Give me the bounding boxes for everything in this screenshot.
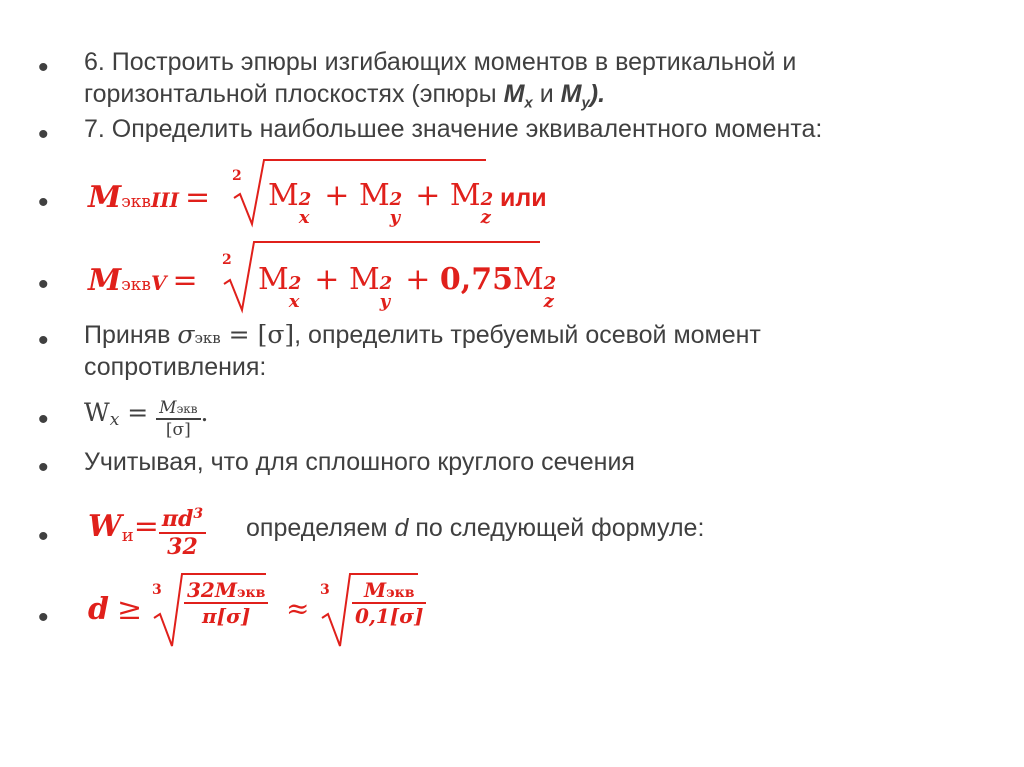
ekv-subscript: экв [386,585,415,601]
m-symbol: M [88,180,122,215]
bullet: • [38,118,49,151]
plus-sign: + [405,178,450,213]
fraction-m-over-01-sigma [352,578,426,628]
root-index: 2 [222,252,232,268]
d-symbol: d [88,592,109,627]
sup-3: 3 [193,506,204,522]
sigma-symbol: σ [177,320,195,349]
formula-m-ekv-iii-radicand [268,178,497,228]
bullet: • [38,51,49,84]
item-7-text: 7. Определить наибольшее значение эквивалентного момента: [84,115,823,143]
formula-m-ekv-iii-lhs [88,180,210,215]
formula-wx [84,398,209,440]
root-index: 3 [320,582,330,598]
numerator [159,506,206,534]
ekv-subscript: экв [176,402,198,416]
formula-d-lhs [88,592,142,627]
fraction-32m-over-pi-sigma [184,578,268,628]
determine-word: определяем [246,514,395,542]
d-symbol: d [394,514,409,542]
sub-x: x [298,207,310,228]
w-symbol: W [84,398,110,427]
term-mz: M [449,178,481,213]
bullet: • [38,451,49,484]
numerator [156,398,200,420]
ekv-subscript: экв [194,329,221,347]
bullet: • [38,601,49,634]
x-subscript: x [109,410,120,430]
formula-m-ekv-v-radicand [258,262,560,312]
item-uchityvaya-text: Учитывая, что для сплошного круглого сечения [84,448,635,476]
denominator: 0,1[σ] [355,604,424,628]
period: . [200,398,209,427]
sup-2: 2 [389,189,403,210]
m-symbol: M [560,80,582,108]
sub-y: y [389,207,401,228]
item-6-line-1: 6. Построить эпюры изгибающих моментов в вертикальной и [84,48,797,76]
ekv-subscript: экв [121,275,151,295]
root-index: 3 [152,582,162,598]
item-6-line-2-text: горизонтальной плоскостях (эпюры [84,80,504,108]
denominator: [σ] [165,420,191,440]
term-mx: M [258,262,289,297]
by-formula-text: по следующей формуле: [408,514,705,542]
fraction [184,578,268,628]
term-my: M [358,178,390,213]
iii-index: III [150,188,180,212]
equals-sigma: = [σ] [220,320,295,349]
equals-sign: = [172,263,198,298]
coefficient: 0,75 [439,262,513,297]
numerator [184,578,268,604]
m-symbol: M [363,578,387,602]
y-subscript: y [581,94,590,112]
sup-2: 2 [288,273,302,294]
equals-sign: = [119,398,157,427]
ekv-subscript: экв [121,192,151,212]
plus-sign: + [395,262,440,297]
bullet: • [38,520,49,553]
v-index: V [150,271,167,295]
fraction-m-ekv-over-sigma [156,398,200,440]
equals-sign: = [133,509,159,544]
plus-sign: + [314,178,359,213]
m-symbol: M [503,80,525,108]
moment-mx [503,80,533,112]
sub-y: y [379,291,391,312]
bullet: • [38,186,49,219]
close-paren: ). [589,80,606,108]
ge-sign: ≥ [116,592,143,627]
sigma-ekv-condition [177,320,294,349]
bullet: • [38,403,49,436]
numerator [352,578,426,604]
sub-x: x [288,291,300,312]
ekv-subscript: экв [236,585,266,601]
item-prinyav-line-2: сопротивления: [84,353,267,381]
and-word: и [532,80,561,108]
sup-2: 2 [379,273,393,294]
sup-2: 2 [543,273,557,294]
sub-z: z [480,207,491,228]
32m: 32M [187,578,237,602]
formula-wi [88,506,206,560]
fraction-pi-d3-over-32 [159,506,206,560]
w-symbol: W [88,509,122,544]
item-prinyav-line-1 [84,319,761,354]
or-word: или [500,184,547,212]
m-symbol: M [88,263,122,298]
formula-wi-description [246,512,704,544]
term-mz: M [512,262,544,297]
moment-my [560,80,590,112]
equals-sign: = [185,180,211,215]
term-mx: M [268,178,299,213]
pi-d: πd [161,506,194,532]
prinyav-rest: , определить требуемый осевой момент [294,321,761,349]
bullet: • [38,268,49,301]
formula-m-ekv-v-lhs [88,263,198,298]
i-subscript: и [121,525,134,546]
fraction [352,578,426,628]
x-subscript: x [524,94,533,112]
root-index: 2 [232,168,242,184]
approx-sign: ≈ [286,592,310,625]
sup-2: 2 [298,189,312,210]
sup-2: 2 [480,189,494,210]
denominator: 32 [167,534,198,560]
m-symbol: M [159,398,177,418]
denominator: π[σ] [202,604,251,628]
prinyav-word: Приняв [84,321,178,349]
bullet: • [38,324,49,357]
term-my: M [348,262,380,297]
plus-sign: + [304,262,349,297]
sub-z: z [543,291,554,312]
